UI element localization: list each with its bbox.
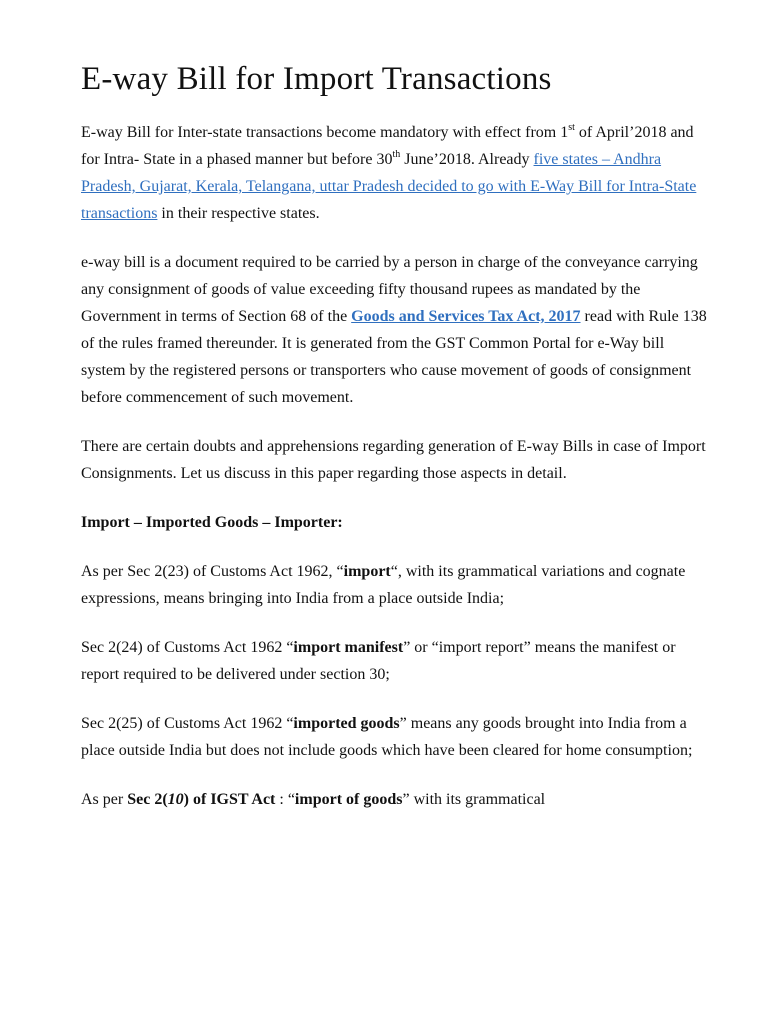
text: ” with its grammatical xyxy=(402,791,546,808)
bold-italic-term xyxy=(168,791,184,808)
document-page xyxy=(81,58,711,835)
text: read with Rule 138 of the rules framed thereunder. It is generated from the GST Common Portal for e-Way bill system by the registered persons or transporters who cause movement of goods of consignment before commencement of such movement. xyxy=(81,308,707,406)
paragraph-igst-import xyxy=(81,786,711,813)
superscript: st xyxy=(568,121,575,133)
paragraph-imported-goods xyxy=(81,710,711,764)
paragraph-eway-definition xyxy=(81,249,711,411)
paragraph-import-definition xyxy=(81,558,711,612)
text: “, with its grammatical variations and cognate expressions, means bringing into India from a place outside India; xyxy=(81,563,686,607)
gst-act-link[interactable]: Goods and Services Tax Act, 2017 xyxy=(351,308,581,325)
heading-text: Import – Imported Goods – Importer: xyxy=(81,514,343,531)
paragraph-eway-mandatory xyxy=(81,119,711,227)
italic-number: 10 xyxy=(167,791,184,808)
text: e-way bill is a document required to be carried by a person in charge of the conveyance carrying any consignment of goods of value exceeding fifty thousand rupees as mandated by the Government in terms of Section 68 of the xyxy=(81,254,698,325)
document-title: E-way Bill for Import Transactions xyxy=(81,61,552,97)
text: of April’2018 and for Intra- State in a phased manner but before 30 xyxy=(81,124,694,168)
superscript: th xyxy=(392,148,401,160)
bold-term: import of goods xyxy=(294,791,403,808)
text: ” means any goods brought into India from a place outside India but does not include goods which have been cleared for home consumption; xyxy=(81,715,693,759)
paragraph-doubts: There are certain doubts and apprehensions regarding generation of E-way Bills in case of Import Consignments. Let us discuss in this paper regarding those aspects in detail. xyxy=(81,438,706,482)
paragraph-import-manifest xyxy=(81,634,711,688)
text: : “ xyxy=(275,791,295,808)
text: Sec 2(25) of Customs Act 1962 “ xyxy=(81,715,294,732)
bold-term: import manifest xyxy=(293,639,404,656)
text: in their respective states. xyxy=(157,205,320,222)
text: ” or “import report” means the manifest or report required to be delivered under section 30; xyxy=(81,639,676,683)
five-states-link[interactable]: five states – Andhra Pradesh, Gujarat, Kerala, Telangana, uttar Pradesh decided to go with E-Way Bill for Intra-State transactions xyxy=(81,151,697,222)
bold-term: Sec 2( xyxy=(127,791,168,808)
text: As per xyxy=(81,791,128,808)
text: Sec 2(24) of Customs Act 1962 “ xyxy=(81,639,294,656)
text: June’2018. Already xyxy=(400,151,534,168)
bold-term: import xyxy=(343,563,391,580)
text: E-way Bill for Inter-state transactions become mandatory with effect from 1 xyxy=(81,124,569,141)
text: As per Sec 2(23) of Customs Act 1962, “ xyxy=(81,563,344,580)
bold-term: imported goods xyxy=(293,715,400,732)
section-heading xyxy=(81,509,711,536)
bold-term: ) of IGST Act xyxy=(183,791,276,808)
